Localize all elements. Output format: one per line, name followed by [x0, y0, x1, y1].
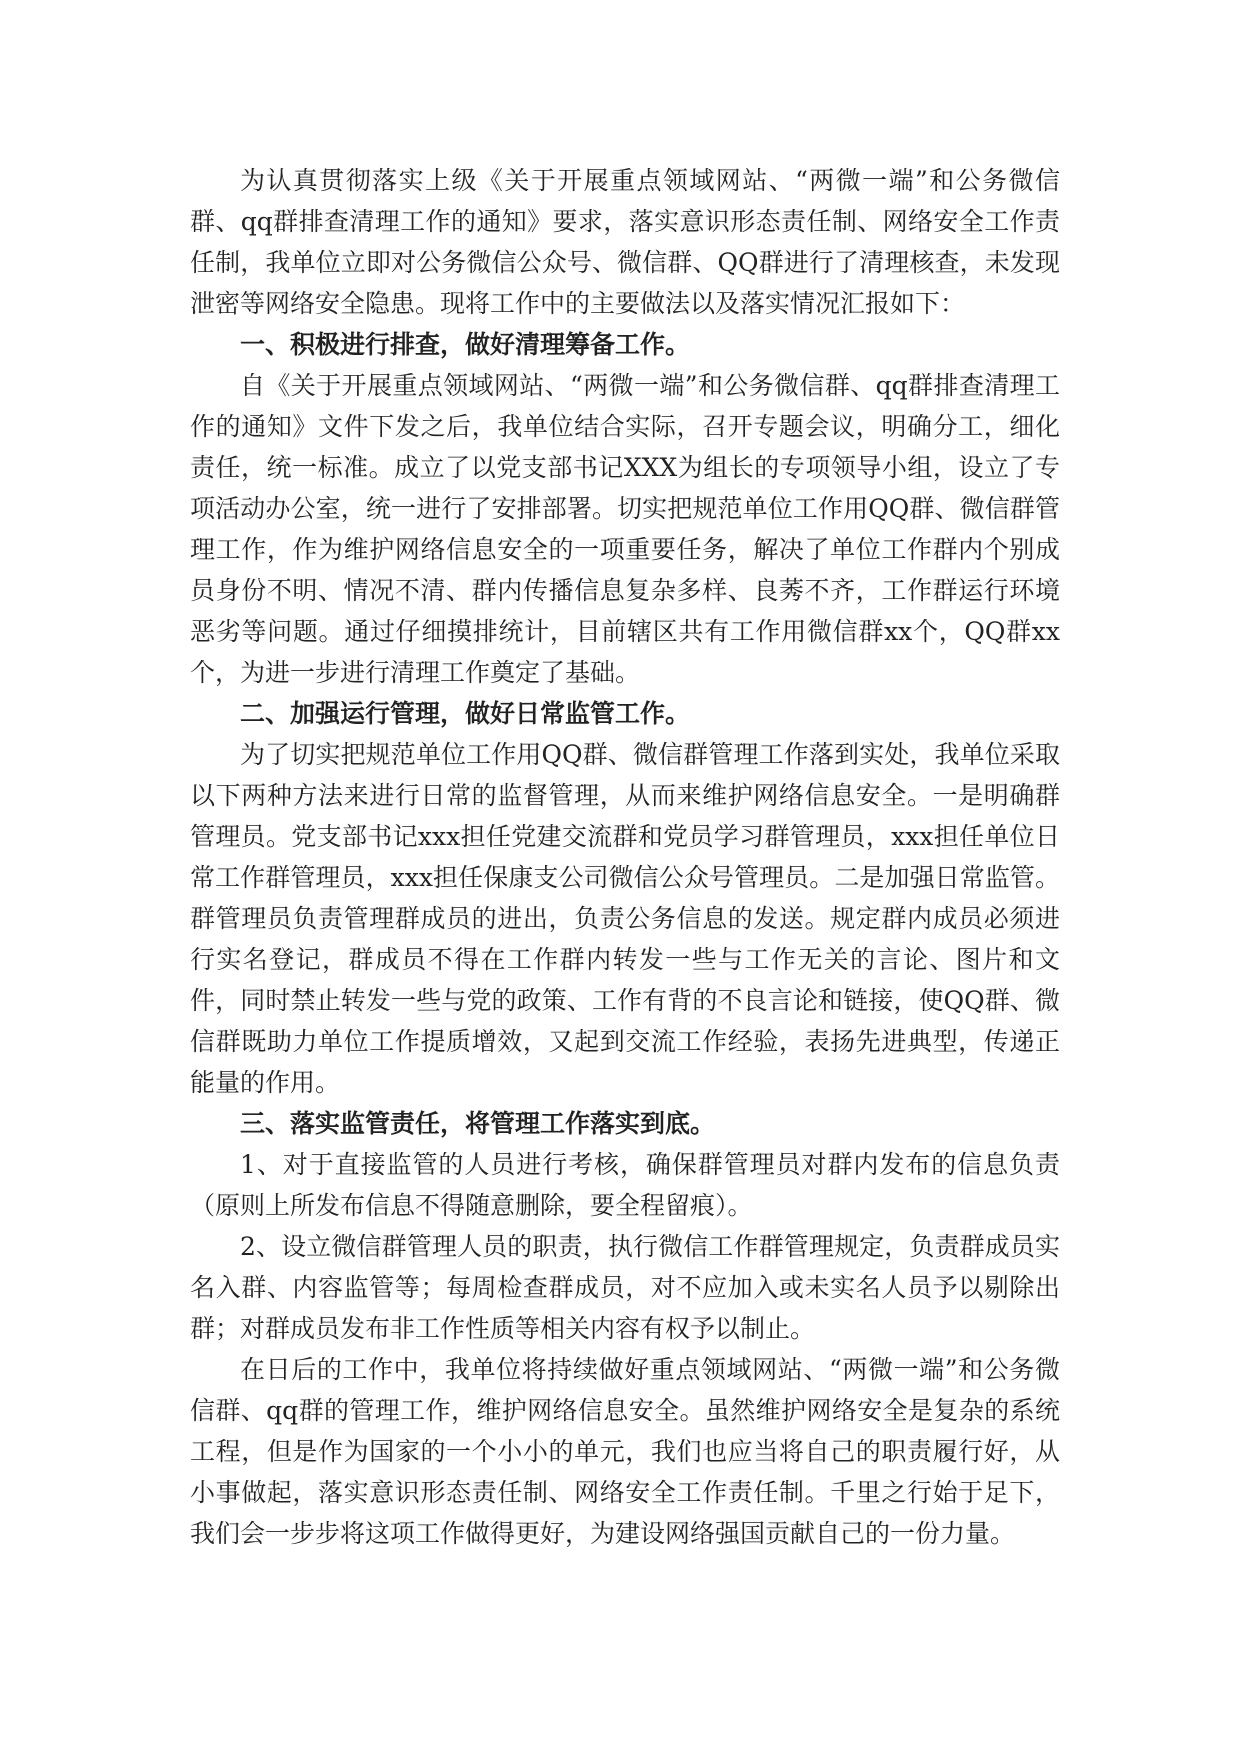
- section-3-item-2: 2、设立微信群管理人员的职责，执行微信工作群管理规定，负责群成员实名入群、内容监管等；每周检查群成员，对不应加入或未实名人员予以剔除出群；对群成员发布非工作性质等相关内容有权予以制止。: [190, 1232, 1060, 1343]
- section-heading-3: 三、落实监管责任，将管理工作落实到底。: [240, 1109, 716, 1138]
- section-2-paragraph: 为了切实把规范单位工作用QQ群、微信群管理工作落到实处，我单位采取以下两种方法来进行日常的监督管理，从而来维护网络信息安全。一是明确群管理员。党支部书记xxx担任党建交流群和党员学习群管理员，xxx担任单位日常工作群管理员，xxx担任保康支公司微信公众号管理员。二是加强日常监管。群管理员负责管理群成员的进出，负责公务信息的发送。规定群内成员必须进行实名登记，群成员不得在工作群内转发一些与工作无关的言论、图片和文件，同时禁止转发一些与党的政策、工作有背的不良言论和链接，使QQ群、微信群既助力单位工作提质增效，又起到交流工作经验，表扬先进典型，传递正能量的作用。: [190, 740, 1060, 1097]
- section-1-paragraph: 自《关于开展重点领域网站、“两微一端”和公务微信群、qq群排查清理工作的通知》文件下发之后，我单位结合实际，召开专题会议，明确分工，细化责任，统一标准。成立了以党支部书记XXX为组长的专项领导小组，设立了专项活动办公室，统一进行了安排部署。切实把规范单位工作用QQ群、微信群管理工作，作为维护网络信息安全的一项重要任务，解决了单位工作群内个别成员身份不明、情况不清、群内传播信息复杂多样、良莠不齐，工作群运行环境恶劣等问题。通过仔细摸排统计，目前辖区共有工作用微信群xx个，QQ群xx个，为进一步进行清理工作奠定了基础。: [190, 371, 1060, 687]
- document-body: [190, 160, 1060, 1554]
- section-heading-1: 一、积极进行排查，做好清理筹备工作。: [240, 330, 691, 359]
- closing-paragraph: 在日后的工作中，我单位将持续做好重点领域网站、“两微一端”和公务微信群、qq群的管理工作，维护网络信息安全。虽然维护网络安全是复杂的系统工程，但是作为国家的一个小小的单元，我们也应当将自己的职责履行好，从小事做起，落实意识形态责任制、网络安全工作责任制。千里之行始于足下，我们会一步步将这项工作做得更好，为建设网络强国贡献自己的一份力量。: [190, 1355, 1060, 1548]
- intro-paragraph: 为认真贯彻落实上级《关于开展重点领域网站、“两微一端”和公务微信群、qq群排查清理工作的通知》要求，落实意识形态责任制、网络安全工作责任制，我单位立即对公务微信公众号、微信群、QQ群进行了清理核查，未发现泄密等网络安全隐患。现将工作中的主要做法以及落实情况汇报如下：: [190, 166, 1060, 318]
- section-heading-2: 二、加强运行管理，做好日常监管工作。: [240, 699, 691, 728]
- section-3-item-1: 1、对于直接监管的人员进行考核，确保群管理员对群内发布的信息负责（原则上所发布信息不得随意删除，要全程留痕）。: [190, 1150, 1060, 1220]
